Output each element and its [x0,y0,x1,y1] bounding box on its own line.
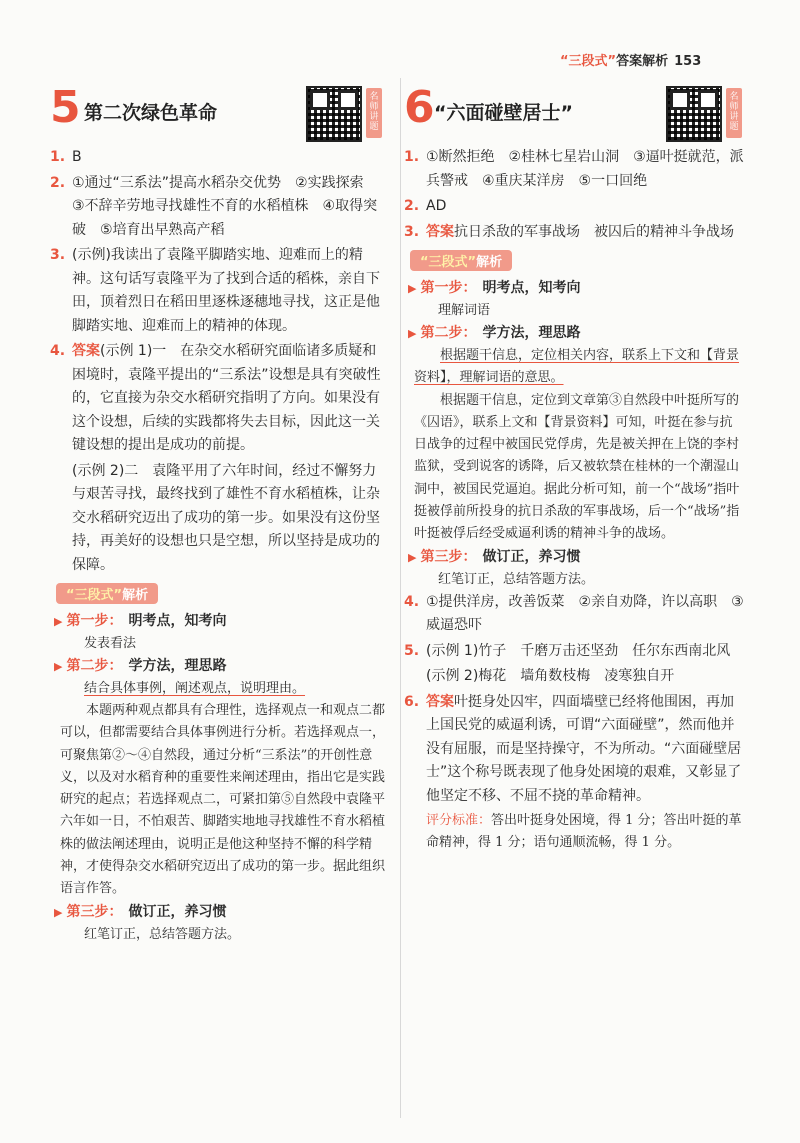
step-2-detail: 结合具体事例，阐述观点，说明理由。 [84,681,306,696]
page-header [560,50,701,69]
step-2-analysis: 本题两种观点都具有合理性，选择观点一和观点二都可以，但都需要结合具体事例进行分析。若选择观点一，可聚焦第②～④自然段，通过分析“三系法”的开创性意义，以及对水稻育种的重要性来阐述理由，指出它是实践研究的起点；若选择观点二，可紧扣第⑤自然段中袁隆平六年如一日，不怕艰苦、脚踏实地地寻找雄性不育水稻植株的做法阐述理由，说明正是他这种坚持不懈的科学精神，才使得杂交水稻研究迈出了成功的第一步。据此组织语言作答。 [60,703,386,897]
section-title: 第二次绿色革命 [84,102,218,124]
section-number: 6 [404,82,435,133]
step-1-detail: 发表看法 [84,636,137,651]
video-tag: 名师讲题 [366,88,382,138]
step-3: ▶ 第三步： 做订正，养习惯 [54,903,227,920]
step-1-detail: 理解词语 [438,303,491,318]
answer-label: 答案 [72,343,100,359]
list-item: 3. 答案抗日杀敌的军事战场 被囚后的精神斗争战场 [404,223,734,240]
section-number: 5 [50,82,81,133]
arrow-icon: ▶ [54,905,63,919]
arrow-icon: ▶ [54,615,63,628]
step-2-detail: 根据题干信息，定位相关内容，联系上下文和【背景资料】，理解词语的意思。 [414,348,740,386]
arrow-icon: ▶ [408,550,417,564]
list-item: 6. 答案叶挺身处囚牢，四面墙壁已经将他围困，再加上国民党的威逼利诱，可谓“六面碰壁”，然而他并没有屈服，而是坚持操守，不为所动。“六面碰壁居士”这个称号既表现了他身处困境的艰难，又彰显了他坚定不移、不屈不挠的革命精神。 [404,693,742,804]
header-label: 答案解析 [616,54,669,69]
header-quote: “三段式” [560,54,617,69]
list-item: 4. ①提供洋房，改善饭菜 ②亲自劝降，许以高职 ③威逼恐吓 [404,593,744,634]
arrow-icon: ▶ [408,327,417,340]
list-item: (示例 2)二 袁隆平用了六年时间，经过不懈努力与艰苦寻找，最终找到了雄性不育水稻植株，让杂交水稻研究迈出了成功的第一步。如果没有这份坚持，再美好的设想也只是空想，所以坚持是成功的保障。 [72,462,380,573]
step-1: ▶ 第一步： 明考点，知考向 [54,613,227,629]
list-item: 1. ①断然拒绝 ②桂林七星岩山洞 ③逼叶挺就范，派兵警戒 ④重庆某洋房 ⑤一口回绝 [404,149,744,189]
step-3: ▶ 第三步： 做订正，养习惯 [408,548,581,565]
video-tag: 名师讲题 [726,88,742,138]
list-item: 2. ①通过“三系法”提高水稻杂交优势 ②实践探索 ③不辞辛劳地寻找雄性不育的水稻植株 ④取得突破 ⑤培育出早熟高产稻 [50,174,378,238]
list-item: 1. B [50,149,82,165]
arrow-icon: ▶ [408,282,417,295]
scoring-criteria: 评分标准：答出叶挺身处困境，得 1 分；答出叶挺的革命精神，得 1 分；语句通顺流畅，得 1 分。 [426,813,742,851]
qr-code-icon[interactable] [666,86,722,142]
step-2: ▶ 第二步： 学方法，理思路 [54,658,227,674]
step-2-analysis: 根据题干信息，定位到文章第③自然段中叶挺所写的《囚语》，联系上文和【背景资料】可知，叶挺在参与抗日战争的过程中被国民党俘虏，先是被关押在上饶的李村监狱，受到说客的诱降，后又被软禁在桂林的一个潮湿山洞中，被国民党逼迫。据此分析可知，前一个“战场”指叶挺被俘前所投身的抗日杀敌的军事战场，后一个“战场”指叶挺被俘后经受威逼利诱的精神斗争的战场。 [414,392,740,542]
page-number: 153 [674,54,702,69]
step-3-detail: 红笔订正，总结答题方法。 [438,571,595,587]
list-item: 4. 答案(示例 1)一 在杂交水稻研究面临诸多质疑和困境时，袁隆平提出的“三系法”设想是具有突破性的，它直接为杂交水稻研究指明了方向。如果没有这个设想，后续的实践都将失去目标，因此这一关键设想的提出是成功的前提。 [50,343,381,453]
step-1: ▶ 第一步： 明考点，知考向 [408,280,581,296]
step-3-detail: 红笔订正，总结答题方法。 [84,926,241,942]
answer-label: 答案 [426,223,454,240]
left-column [50,82,386,946]
list-item: 5. (示例 1)竹子 千磨万击还坚劲 任尔东西南北风 [404,642,731,659]
column-divider [400,78,401,1118]
section-title: “六面碰壁居士” [434,102,573,124]
analysis-badge: “三段式”解析 [56,583,158,604]
arrow-icon: ▶ [54,660,63,673]
answer-label: 答案 [426,693,454,710]
list-item: 2. AD [404,198,447,214]
right-column [404,82,744,854]
list-item: (示例 2)梅花 墙角数枝梅 凌寒独自开 [426,668,675,685]
qr-code-icon[interactable] [306,86,362,142]
section-6-header [404,82,744,146]
list-item: 3. (示例)我读出了袁隆平脚踏实地、迎难而上的精神。这句话写袁隆平为了找到合适的稻株，亲自下田，顶着烈日在稻田里逐株逐穗地寻找，这正是他脚踏实地、迎难而上的精神的体现。 [50,247,380,334]
analysis-badge: “三段式”解析 [410,250,512,271]
step-2: ▶ 第二步： 学方法，理思路 [408,325,581,341]
section-5-header [50,82,386,146]
